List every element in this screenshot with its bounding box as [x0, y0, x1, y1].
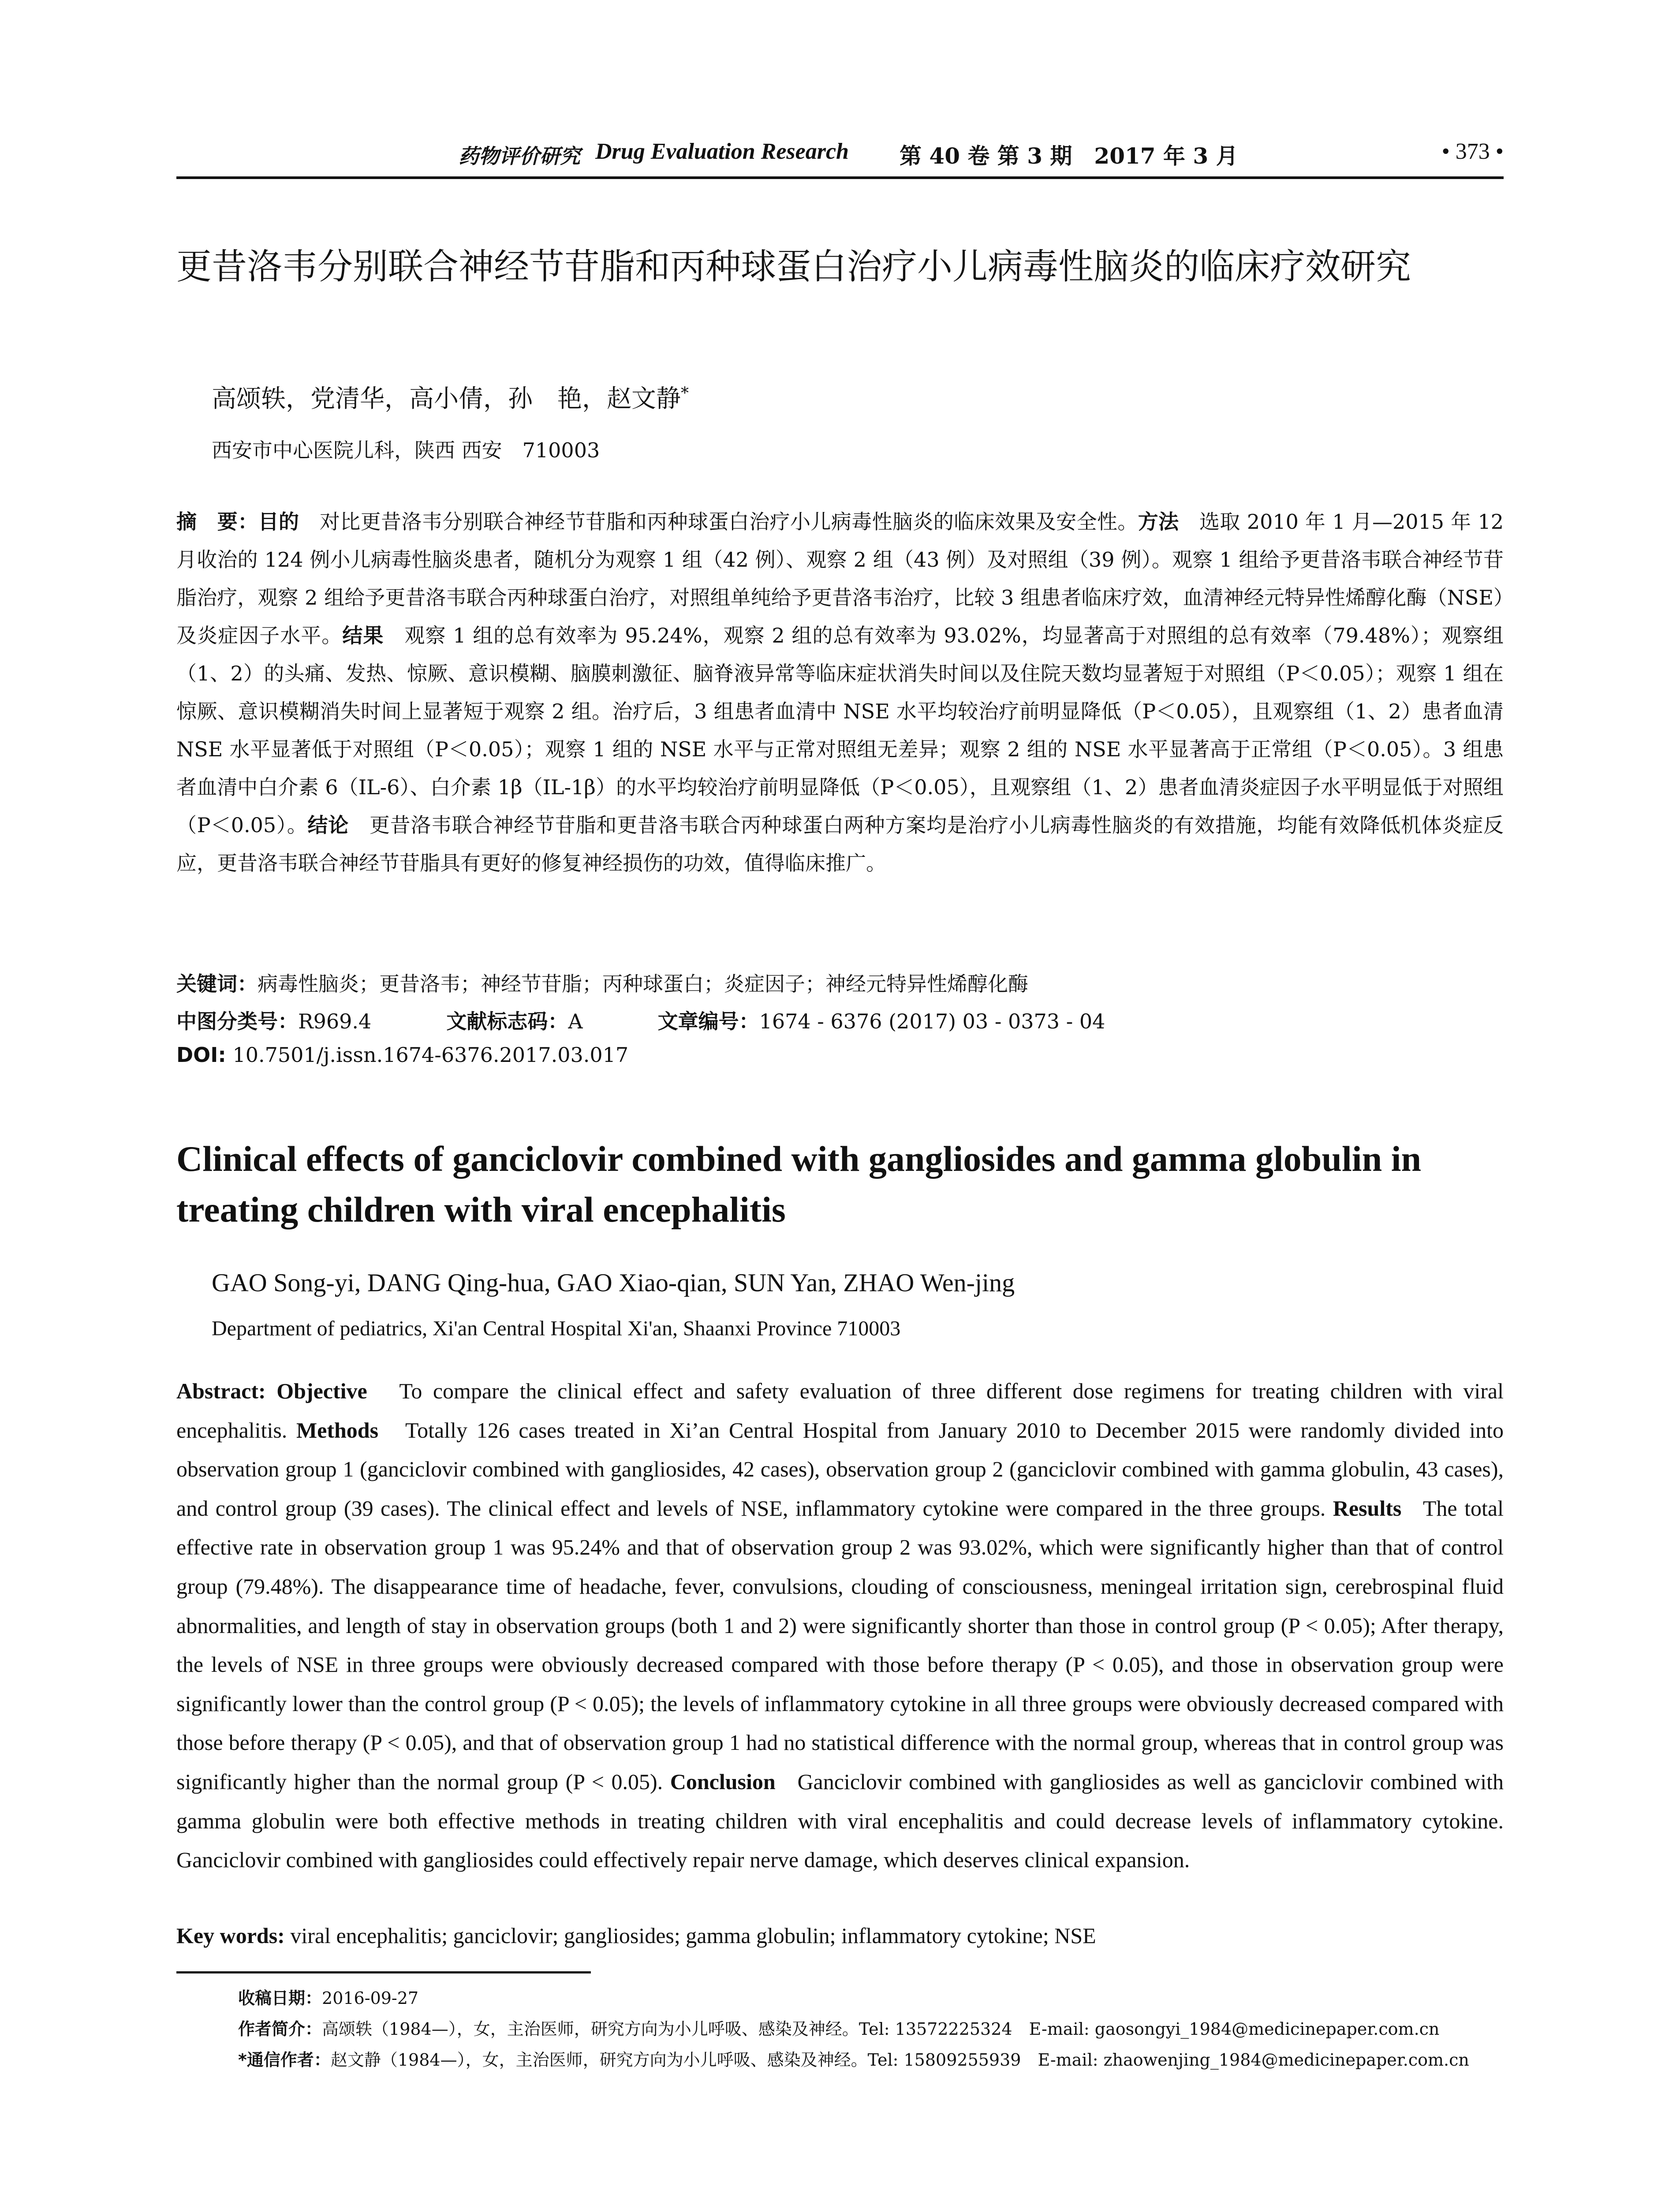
abstract-cn-label: 摘 要： [176, 510, 258, 534]
abstract-cn-results-label: 结果 [342, 624, 384, 647]
footnote-divider [176, 1971, 591, 1973]
keywords-en [176, 1923, 1504, 1948]
abstract-en [176, 1372, 1504, 1880]
page-number: • 373 • [1441, 139, 1504, 164]
doi-line [176, 1043, 628, 1067]
title-cn: 更昔洛韦分别联合神经节苷脂和丙种球蛋白治疗小儿病毒性脑炎的临床疗效研究 [176, 246, 1411, 287]
abstract-cn-conclusion: 更昔洛韦联合神经节苷脂和更昔洛韦联合丙种球蛋白两种方案均是治疗小儿病毒性脑炎的有效措施，均能有效降低机体炎症反应，更昔洛韦联合神经节苷脂具有更好的修复神经损伤的功效，值得临床推广。 [176, 813, 1504, 875]
abstract-en-label: Abstract: [176, 1379, 266, 1403]
keywords-en-text: viral encephalitis; ganciclovir; gangliosides; gamma globulin; inflammatory cytokine; NSE [290, 1923, 1096, 1948]
abstract-cn-methods-label: 方法 [1138, 510, 1179, 534]
authors-cn-text: 高颂轶，党清华，高小倩，孙 艳，赵文静 [212, 385, 681, 413]
abstract-cn-objective: 对比更昔洛韦分别联合神经节苷脂和丙种球蛋白治疗小儿病毒性脑炎的临床效果及安全性。 [319, 510, 1138, 534]
authors-cn [212, 379, 689, 415]
keywords-cn-label: 关键词： [176, 972, 258, 996]
footnote-corresponding [238, 2046, 1469, 2070]
doi-label: DOI: [176, 1043, 226, 1067]
running-header [176, 132, 1504, 179]
abstract-en-conclusion-label: Conclusion [670, 1769, 776, 1794]
footnote-received [238, 1984, 418, 2009]
abstract-en-objective: To compare the clinical effect and safety evaluation of three different dose regimens for treating children with viral encephalitis. [176, 1379, 1504, 1443]
abstract-en-methods: Totally 126 cases treated in Xi’an Central Hospital from January 2010 to December 2015 were randomly divided into observation group 1 (ganciclovir combined with gangliosides, 42 cases), observation group 2 (ganciclovir combined with gamma globulin, 43 cases), and control group (39 cases). The clinical effect and levels of NSE, inflammatory cytokine were compared in the three groups. [176, 1417, 1504, 1521]
doc-code-value: A [568, 1009, 583, 1033]
journal-name-en: Drug Evaluation Research [595, 139, 849, 164]
article-number-label: 文章编号： [657, 1009, 759, 1033]
abstract-en-methods-label: Methods [296, 1417, 379, 1443]
author-bio-label: 作者简介： [238, 2019, 322, 2039]
title-en: Clinical effects of ganciclovir combined with gangliosides and gamma globulin in treating children with viral encephalitis [176, 1139, 1422, 1230]
abstract-cn-results: 观察 1 组的总有效率为 95.24%，观察 2 组的总有效率为 93.02%，均显著高于对照组的总有效率（79.48%）；观察组（1、2）的头痛、发热、惊厥、意识模糊、脑膜刺激征、脑脊液异常等临床症状消失时间以及住院天数均显著短于对照组（P＜0.05）；观察 1 组在惊厥、意识模糊消失时间上显著短于观察 2 组。治疗后，3 组患者血清中 NSE 水平均较治疗前明显降低（P＜0.05），且观察组（1、2）患者血清 NSE 水平显著低于对照组（P＜0.05）；观察 1 组的 NSE 水平与正常对照组无差异；观察 2 组的 NSE 水平显著高于正常组（P＜0.05）。3 组患者血清中白介素 6（IL-6）、白介素 1β（IL-1β）的水平均较治疗前明显降低（P＜0.05），且观察组（1、2）患者血清炎症因子水平明显低于对照组（P＜0.05）。 [176, 624, 1504, 837]
abstract-cn-conclusion-label: 结论 [307, 813, 349, 837]
corresponding-bio: 赵文静（1984—），女，主治医师，研究方向为小儿呼吸、感染及神经。Tel: 15809255939 E-mail: zhaowenjing_1984@medicinepaper.com.cn [330, 2050, 1469, 2070]
article-number-value: 1674 - 6376 (2017) 03 - 0373 - 04 [759, 1009, 1105, 1033]
abstract-en-results: The total effective rate in observation group 1 was 95.24% and that of observation group 2 was 93.02%, which were significantly higher than that of control group (79.48%). The disappearance time of headache, fever, convulsions, clouding of consciousness, meningeal irritation sign, cerebrospinal fluid abnormalities, and length of stay in observation groups (both 1 and 2) were significantly shorter than those in control group (P < 0.05); After therapy, the levels of NSE in three groups were obviously decreased compared with those before therapy (P < 0.05), and those in observation group were significantly lower than the control group (P < 0.05); the levels of inflammatory cytokine in all three groups were obviously decreased compared with those before therapy (P < 0.05), and that of observation group 1 had no statistical difference with the normal group, whereas that in control group was significantly higher than the normal group (P < 0.05). [176, 1495, 1504, 1794]
keywords-cn-text: 病毒性脑炎；更昔洛韦；神经节苷脂；丙种球蛋白；炎症因子；神经元特异性烯醇化酶 [258, 972, 1028, 996]
corresponding-label: *通信作者： [238, 2050, 331, 2070]
authors-en: GAO Song-yi, DANG Qing-hua, GAO Xiao-qian, SUN Yan, ZHAO Wen-jing [212, 1268, 1015, 1297]
abstract-cn-objective-label: 目的 [258, 510, 299, 534]
doc-code-label: 文献标志码： [446, 1009, 568, 1033]
affiliation-en: Department of pediatrics, Xi'an Central Hospital Xi'an, Shaanxi Province 710003 [212, 1317, 901, 1340]
received-label: 收稿日期： [238, 1988, 322, 2008]
classification-line [176, 1005, 1105, 1035]
clc-label: 中图分类号： [176, 1009, 298, 1033]
journal-name-cn: 药物评价研究 [459, 144, 580, 168]
abstract-en-results-label: Results [1333, 1495, 1402, 1521]
corresponding-mark: * [681, 384, 689, 403]
abstract-en-conclusion: Ganciclovir combined with gangliosides as well as ganciclovir combined with gamma globulin were both effective methods in treating children with viral encephalitis and could decrease levels of inflammatory cytokine. Ganciclovir combined with gangliosides could effectively repair nerve damage, which deserves clinical expansion. [176, 1769, 1504, 1872]
received-date: 2016-09-27 [322, 1988, 419, 2008]
issue-info: 第 40 卷 第 3 期 2017 年 3 月 [900, 143, 1238, 169]
footnote-author [238, 2015, 1439, 2040]
clc-value: R969.4 [298, 1009, 372, 1033]
keywords-en-label: Key words: [176, 1923, 285, 1948]
abstract-en-objective-label: Objective [276, 1379, 367, 1403]
doi-value: 10.7501/j.issn.1674-6376.2017.03.017 [232, 1043, 629, 1067]
affiliation-cn: 西安市中心医院儿科，陕西 西安 710003 [212, 438, 600, 462]
abstract-cn-methods: 选取 2010 年 1 月—2015 年 12 月收治的 124 例小儿病毒性脑炎患者，随机分为观察 1 组（42 例）、观察 2 组（43 例）及对照组（39 例）。观察 1 组给予更昔洛韦联合神经节苷脂治疗，观察 2 组给予更昔洛韦联合丙种球蛋白治疗，对照组单纯给予更昔洛韦治疗，比较 3 组患者临床疗效，血清神经元特异性烯醇化酶（NSE）及炎症因子水平。 [176, 510, 1504, 647]
abstract-cn [176, 503, 1504, 882]
author-bio: 高颂轶（1984—），女，主治医师，研究方向为小儿呼吸、感染及神经。Tel: 13572225324 E-mail: gaosongyi_1984@medicinepaper.com.cn [322, 2019, 1440, 2039]
keywords-cn [176, 968, 1028, 997]
